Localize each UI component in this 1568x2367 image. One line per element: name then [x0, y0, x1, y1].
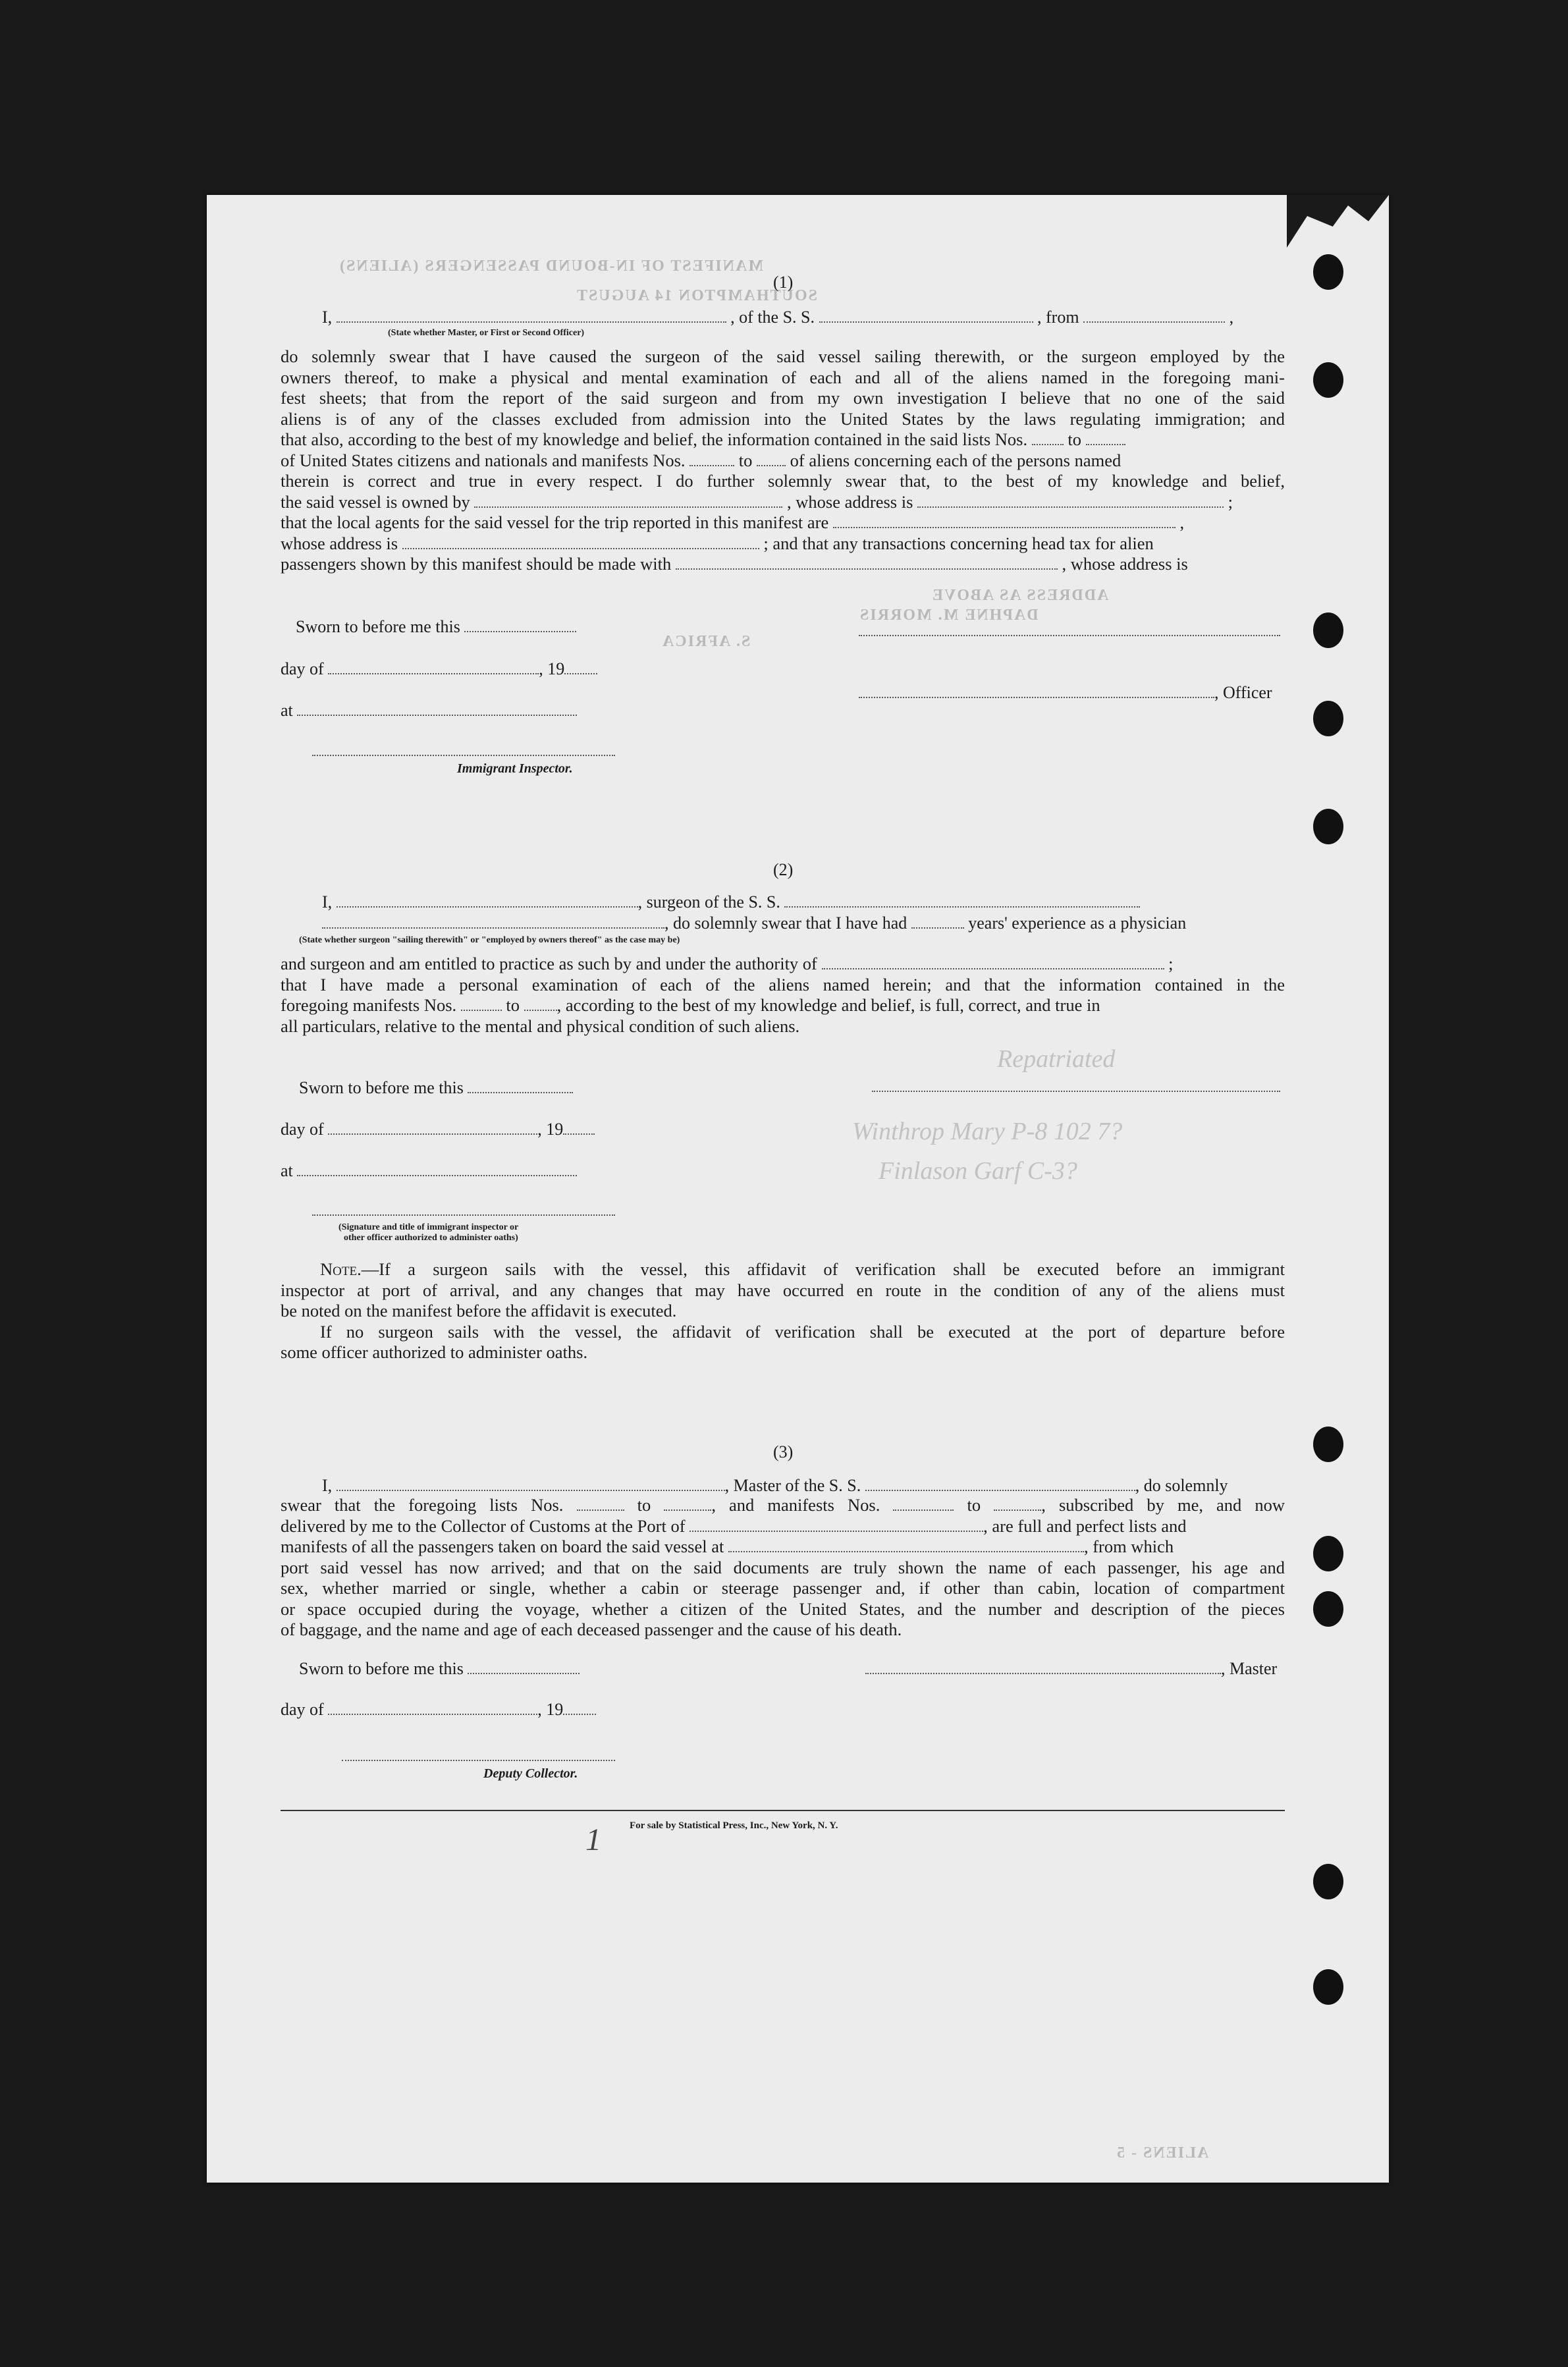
- officer-caption: (State whether Master, or First or Second Officer): [388, 328, 585, 338]
- year-prefix: , 19: [539, 659, 565, 678]
- sworn-text: Sworn to before me this: [299, 1078, 464, 1097]
- of-the-ss: , of the S. S.: [730, 308, 815, 327]
- section-3-paragraph: [281, 1495, 1285, 1641]
- port-field: [689, 1517, 983, 1532]
- para-line: [281, 1537, 1285, 1558]
- inspector-caption: Immigrant Inspector.: [457, 761, 573, 776]
- sworn-label: [296, 616, 576, 637]
- para-line: [281, 533, 1285, 555]
- para-line: [281, 512, 1285, 533]
- inspector-signature-line: [312, 1214, 615, 1216]
- master-signature-line: [865, 1658, 1277, 1679]
- para-text: , whose address is: [1062, 554, 1188, 574]
- para-text: delivered by me to the Collector of Customs at the Port of: [281, 1515, 686, 1536]
- year-prefix: , 19: [537, 1120, 564, 1139]
- year-prefix: , 19: [537, 1700, 564, 1719]
- month-field: [328, 660, 539, 674]
- para-text: that the local agents for the said vessel for the trip reported in this manifest are: [281, 512, 829, 532]
- to-word: to: [1068, 429, 1081, 449]
- para-line: [281, 492, 1285, 513]
- sworn-label: [299, 1077, 573, 1098]
- para-line: be noted on the manifest before the affidavit is executed.: [281, 1301, 677, 1320]
- from-label: , from: [1037, 308, 1079, 327]
- binder-hole: [1313, 612, 1343, 648]
- binder-hole: [1313, 1536, 1343, 1571]
- day-of-label: [281, 1699, 596, 1720]
- at-text: at: [281, 701, 293, 720]
- para-line: that I have made a personal examination of each of the aliens named herein; and that the information contained in the: [281, 974, 1285, 994]
- section-1-number: (1): [773, 273, 794, 292]
- surgeon-status-field: [322, 914, 664, 929]
- year-field: [563, 1120, 595, 1135]
- para-line: [281, 995, 1285, 1016]
- bleed-through-text: MANIFEST OF IN-BOUND PASSENGERS (ALIENS): [338, 258, 763, 275]
- year-field: [564, 660, 597, 674]
- owner-field: [474, 493, 782, 508]
- para-line: owners thereof, to make a physical and mental examination of each and all of the aliens named in the foregoing mani-: [281, 367, 1285, 387]
- para-text: foregoing manifests Nos.: [281, 995, 457, 1015]
- place-field: [297, 701, 577, 716]
- para-line: all particulars, relative to the mental and physical condition of such aliens.: [281, 1016, 800, 1036]
- head-tax-contact-field: [676, 555, 1058, 570]
- section-2-paragraph: [281, 954, 1285, 1037]
- para-line: fest sheets; that from the report of the said surgeon and from my own investigation I believe that no one of the said: [281, 388, 1285, 408]
- sworn-date-field: [468, 1660, 580, 1674]
- years-text: years' experience as a physician: [968, 913, 1187, 933]
- manifest-no-field: [893, 1496, 954, 1511]
- swear-text: , do solemnly swear that I have had: [664, 913, 907, 933]
- bleed-through-text: ALIENS - 5: [1116, 2144, 1209, 2162]
- para-text: the said vessel is owned by: [281, 491, 470, 512]
- para-text: manifests of all the passengers taken on board the said vessel at: [281, 1537, 724, 1556]
- para-line: [281, 450, 1285, 472]
- owner-address-field: [917, 493, 1224, 508]
- to-word: to: [738, 450, 753, 470]
- at-text: at: [281, 1161, 293, 1180]
- solemnly-text: , do solemnly: [1135, 1476, 1228, 1495]
- officer-text: , Officer: [1214, 683, 1272, 702]
- sworn-date-field: [464, 618, 576, 632]
- officer-name-field: [337, 308, 726, 323]
- para-line: sex, whether married or single, whether a cabin or steerage passenger and, if other than cabin, location of compartment: [281, 1578, 1285, 1598]
- oath-i: I,: [322, 308, 333, 327]
- surgeon-of-text: , surgeon of the S. S.: [637, 892, 780, 911]
- manifest-no-field: [689, 452, 734, 466]
- binder-hole: [1313, 1864, 1343, 1899]
- para-line: [281, 954, 1285, 975]
- para-text: , are full and perfect lists and: [983, 1515, 1187, 1536]
- list-no-field: [1086, 431, 1125, 445]
- para-text: and surgeon and am entitled to practice as such by and under the authority of: [281, 954, 817, 973]
- vessel-name-field: [784, 893, 1140, 908]
- embark-port-field: [728, 1538, 1084, 1552]
- bleed-through-text: DAPHNE M. MORRIS: [859, 607, 1039, 624]
- pencil-annotation: Finlason Garf C-3?: [879, 1157, 1077, 1185]
- para-line: aliens is of any of the classes excluded from admission into the United States by the laws regulating immigration; and: [281, 408, 1285, 429]
- collector-caption: Deputy Collector.: [483, 1766, 578, 1781]
- para-line: [281, 1259, 1285, 1280]
- para-text: , from which: [1083, 1537, 1174, 1556]
- day-of-text: day of: [281, 659, 324, 678]
- officer-signature-field: [859, 684, 1214, 698]
- section-2-swear-line: [322, 913, 1186, 933]
- para-text: of aliens concerning each of the persons named: [790, 450, 1122, 470]
- para-line: port said vessel has now arrived; and that on the said documents are truly shown the name of each passenger, his age and: [281, 1557, 1285, 1577]
- pencil-annotation: Repatriated: [997, 1045, 1116, 1073]
- para-text: swear that the foregoing lists Nos.: [281, 1495, 564, 1515]
- day-of-label: [281, 1119, 595, 1139]
- officer-line-1: [859, 635, 1280, 636]
- collector-signature-line: [342, 1760, 615, 1761]
- bleed-through-text: S. AFRICA: [661, 633, 751, 650]
- bleed-through-text: ADDRESS AS ABOVE: [931, 587, 1109, 604]
- agents-field: [833, 514, 1176, 528]
- section-2-number: (2): [773, 860, 794, 879]
- section-1-paragraph: [281, 346, 1285, 575]
- manifest-no-field: [757, 452, 786, 466]
- list-no-field: [577, 1496, 624, 1511]
- para-text: passengers shown by this manifest should be made with: [281, 554, 672, 574]
- para-text: , subscribed by me, and now: [1041, 1495, 1285, 1515]
- handwritten-mark: 1: [585, 1822, 601, 1857]
- list-no-field: [1032, 431, 1064, 445]
- para-text: that also, according to the best of my knowledge and belief, the information contained in the said lists Nos.: [281, 429, 1028, 449]
- from-port-field: [1083, 308, 1225, 323]
- binder-hole: [1313, 362, 1343, 398]
- sworn-date-field: [468, 1079, 573, 1093]
- month-field: [328, 1120, 537, 1135]
- pencil-annotation: Winthrop Mary P-8 102 7?: [852, 1118, 1123, 1145]
- para-text: ,: [1179, 512, 1185, 532]
- sworn-text: Sworn to before me this: [299, 1659, 464, 1678]
- master-signature-field: [865, 1660, 1221, 1674]
- section-3-oath-line: [322, 1475, 1228, 1496]
- day-of-label: [281, 659, 597, 679]
- manifest-no-field: [994, 1496, 1041, 1511]
- binder-hole: [1313, 1969, 1343, 2005]
- binder-hole: [1313, 1591, 1343, 1627]
- para-line: some officer authorized to administer oaths.: [281, 1342, 588, 1362]
- para-text: whose address is: [281, 533, 398, 553]
- para-line: inspector at port of arrival, and any changes that may have occurred en route in the condition of any of the aliens must: [281, 1280, 1285, 1300]
- manifest-no-field: [461, 996, 502, 1011]
- para-line: If no surgeon sails with the vessel, the affidavit of verification shall be executed at the port of departure before: [320, 1321, 1285, 1342]
- signature-caption-2: other officer authorized to administer oaths): [344, 1233, 518, 1243]
- printer-footer: For sale by Statistical Press, Inc., New York, N. Y.: [630, 1820, 838, 1831]
- inspector-signature-line: [312, 755, 615, 756]
- surgeon-name-field: [337, 893, 638, 908]
- para-line: [281, 1516, 1285, 1537]
- binder-hole: [1313, 1427, 1343, 1462]
- agents-address-field: [402, 535, 759, 549]
- year-field: [563, 1700, 596, 1715]
- at-label: [281, 700, 577, 721]
- master-name-field: [337, 1477, 725, 1491]
- para-text: , whose address is: [787, 491, 913, 512]
- binder-hole: [1313, 254, 1343, 290]
- footer-rule: [281, 1810, 1285, 1811]
- section-2-oath-line: [322, 892, 1140, 912]
- years-field: [911, 914, 964, 929]
- para-line: of baggage, and the name and age of each deceased passenger and the cause of his death.: [281, 1619, 902, 1639]
- to-word: to: [637, 1495, 651, 1515]
- master-text: , Master: [1221, 1659, 1278, 1678]
- para-text: —If a surgeon sails with the vessel, this affidavit of verification shall be executed before an immigrant: [361, 1259, 1285, 1279]
- oath-i: I,: [322, 892, 333, 911]
- master-of-text: , Master of the S. S.: [724, 1476, 861, 1495]
- authority-field: [822, 955, 1164, 969]
- surgeon-signature-line: [872, 1091, 1280, 1092]
- bleed-through-text: SOUTHAMPTON 14 AUGUST: [576, 287, 817, 304]
- signature-caption-1: (Signature and title of immigrant inspector or: [338, 1222, 519, 1232]
- para-line: [281, 554, 1285, 575]
- to-word: to: [967, 1495, 981, 1515]
- para-text: , and manifests Nos.: [711, 1495, 880, 1515]
- vessel-name-field: [865, 1477, 1135, 1491]
- list-no-field: [664, 1496, 711, 1511]
- para-text: of United States citizens and nationals and manifests Nos.: [281, 450, 686, 470]
- line-end: ,: [1229, 308, 1234, 327]
- vessel-name-field: [819, 308, 1033, 323]
- para-line: [281, 429, 1285, 450]
- place-field: [297, 1162, 577, 1176]
- manifest-no-field: [524, 996, 557, 1011]
- para-line: do solemnly swear that I have caused the surgeon of the said vessel sailing therewith, or the surgeon employed by the: [281, 346, 1285, 366]
- sworn-label: [299, 1658, 580, 1679]
- section-3-number: (3): [773, 1442, 794, 1461]
- binder-hole: [1313, 701, 1343, 736]
- surgeon-caption: (State whether surgeon "sailing therewith" or "employed by owners thereof" as the case may be): [299, 935, 680, 945]
- sworn-text: Sworn to before me this: [296, 617, 460, 636]
- para-text: , according to the best of my knowledge and belief, is full, correct, and true in: [556, 995, 1100, 1015]
- para-line: or space occupied during the voyage, whether a citizen of the United States, and the number and description of the pieces: [281, 1598, 1285, 1619]
- oath-i: I,: [322, 1476, 333, 1495]
- para-line: [281, 1495, 1285, 1516]
- binder-hole: [1313, 809, 1343, 844]
- para-line: therein is correct and true in every respect. I do further solemnly swear that, to the best of my knowledge and belief,: [281, 471, 1285, 491]
- para-text: ;: [1228, 491, 1233, 512]
- day-of-text: day of: [281, 1120, 324, 1139]
- day-of-text: day of: [281, 1700, 324, 1719]
- month-field: [328, 1700, 537, 1715]
- torn-corner: [1287, 195, 1389, 248]
- manifest-page: [207, 195, 1389, 2183]
- officer-signature-line: [859, 682, 1272, 703]
- para-text: ; and that any transactions concerning head tax for alien: [763, 533, 1154, 553]
- para-text: ;: [1168, 954, 1174, 973]
- to-word: to: [506, 995, 520, 1015]
- section-1-oath-line: [322, 307, 1233, 327]
- at-label: [281, 1160, 577, 1181]
- note-paragraph: [281, 1259, 1285, 1363]
- note-label: Note.: [320, 1259, 362, 1279]
